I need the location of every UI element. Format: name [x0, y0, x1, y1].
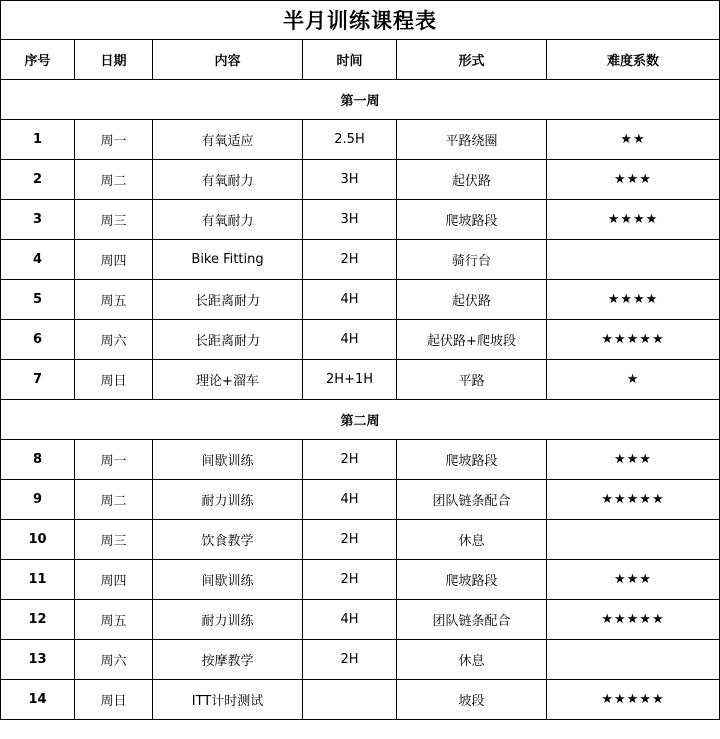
cell-form: 起伏路: [397, 280, 547, 320]
table-row: [1, 160, 720, 200]
cell-date: 周五: [75, 280, 153, 320]
week-header-row: [1, 400, 720, 440]
cell-time: [303, 680, 397, 720]
cell-time: 4H: [303, 320, 397, 360]
table-row: [1, 120, 720, 160]
cell-no: 10: [1, 520, 75, 560]
cell-time: 2.5H: [303, 120, 397, 160]
cell-time: 2H: [303, 640, 397, 680]
cell-difficulty: ★★★★: [547, 200, 720, 240]
cell-time: 4H: [303, 600, 397, 640]
header-content: 内容: [153, 40, 303, 80]
week-label: 第二周: [1, 400, 720, 440]
cell-difficulty: [547, 520, 720, 560]
week-label: 第一周: [1, 80, 720, 120]
cell-time: 3H: [303, 200, 397, 240]
cell-no: 7: [1, 360, 75, 400]
table-row: [1, 480, 720, 520]
cell-no: 12: [1, 600, 75, 640]
table-row: [1, 520, 720, 560]
cell-difficulty: ★★★: [547, 440, 720, 480]
cell-date: 周四: [75, 560, 153, 600]
cell-time: 2H: [303, 240, 397, 280]
cell-date: 周六: [75, 640, 153, 680]
header-form: 形式: [397, 40, 547, 80]
cell-form: 爬坡路段: [397, 560, 547, 600]
cell-no: 3: [1, 200, 75, 240]
cell-form: 平路: [397, 360, 547, 400]
cell-date: 周四: [75, 240, 153, 280]
page-title: 半月训练课程表: [1, 1, 720, 40]
cell-form: 坡段: [397, 680, 547, 720]
cell-time: 2H: [303, 560, 397, 600]
cell-difficulty: ★★★★★: [547, 320, 720, 360]
week-header-row: [1, 80, 720, 120]
cell-form: 爬坡路段: [397, 440, 547, 480]
cell-no: 6: [1, 320, 75, 360]
table-row: [1, 200, 720, 240]
table-row: [1, 640, 720, 680]
table-row: [1, 680, 720, 720]
cell-form: 休息: [397, 520, 547, 560]
cell-difficulty: ★★★★★: [547, 680, 720, 720]
table-row: [1, 600, 720, 640]
cell-form: 爬坡路段: [397, 200, 547, 240]
cell-content: 饮食教学: [153, 520, 303, 560]
cell-date: 周三: [75, 200, 153, 240]
header-difficulty: 难度系数: [547, 40, 720, 80]
cell-no: 1: [1, 120, 75, 160]
cell-date: 周三: [75, 520, 153, 560]
cell-time: 2H: [303, 440, 397, 480]
cell-content: 理论+溜车: [153, 360, 303, 400]
cell-no: 9: [1, 480, 75, 520]
cell-content: 长距离耐力: [153, 280, 303, 320]
cell-date: 周二: [75, 480, 153, 520]
cell-no: 14: [1, 680, 75, 720]
table-row: [1, 440, 720, 480]
cell-content: 耐力训练: [153, 600, 303, 640]
cell-difficulty: ★★★★★: [547, 600, 720, 640]
cell-content: 有氧耐力: [153, 160, 303, 200]
cell-form: 休息: [397, 640, 547, 680]
cell-content: 按摩教学: [153, 640, 303, 680]
table-row: [1, 560, 720, 600]
cell-form: 骑行台: [397, 240, 547, 280]
cell-content: ITT计时测试: [153, 680, 303, 720]
cell-difficulty: [547, 640, 720, 680]
cell-difficulty: ★★★★: [547, 280, 720, 320]
cell-no: 13: [1, 640, 75, 680]
table-row: [1, 240, 720, 280]
header-no: 序号: [1, 40, 75, 80]
cell-date: 周一: [75, 440, 153, 480]
cell-content: 耐力训练: [153, 480, 303, 520]
cell-form: 团队链条配合: [397, 600, 547, 640]
cell-form: 起伏路+爬坡段: [397, 320, 547, 360]
cell-date: 周二: [75, 160, 153, 200]
cell-time: 3H: [303, 160, 397, 200]
cell-no: 2: [1, 160, 75, 200]
title-row: [1, 1, 720, 40]
cell-date: 周日: [75, 360, 153, 400]
cell-date: 周六: [75, 320, 153, 360]
header-date: 日期: [75, 40, 153, 80]
cell-time: 4H: [303, 480, 397, 520]
table-body: [1, 1, 720, 720]
cell-time: 4H: [303, 280, 397, 320]
cell-content: 有氧耐力: [153, 200, 303, 240]
cell-difficulty: ★★★: [547, 560, 720, 600]
cell-form: 平路绕圈: [397, 120, 547, 160]
table-row: [1, 320, 720, 360]
cell-date: 周五: [75, 600, 153, 640]
cell-time: 2H: [303, 520, 397, 560]
cell-difficulty: ★: [547, 360, 720, 400]
cell-content: Bike Fitting: [153, 240, 303, 280]
cell-time: 2H+1H: [303, 360, 397, 400]
cell-no: 8: [1, 440, 75, 480]
cell-difficulty: ★★★: [547, 160, 720, 200]
header-row: [1, 40, 720, 80]
cell-no: 11: [1, 560, 75, 600]
cell-difficulty: ★★: [547, 120, 720, 160]
cell-no: 4: [1, 240, 75, 280]
cell-form: 团队链条配合: [397, 480, 547, 520]
cell-content: 有氧适应: [153, 120, 303, 160]
cell-difficulty: [547, 240, 720, 280]
cell-content: 间歇训练: [153, 560, 303, 600]
cell-content: 间歇训练: [153, 440, 303, 480]
cell-date: 周日: [75, 680, 153, 720]
header-time: 时间: [303, 40, 397, 80]
cell-no: 5: [1, 280, 75, 320]
cell-content: 长距离耐力: [153, 320, 303, 360]
cell-date: 周一: [75, 120, 153, 160]
cell-form: 起伏路: [397, 160, 547, 200]
table-row: [1, 280, 720, 320]
table-row: [1, 360, 720, 400]
cell-difficulty: ★★★★★: [547, 480, 720, 520]
